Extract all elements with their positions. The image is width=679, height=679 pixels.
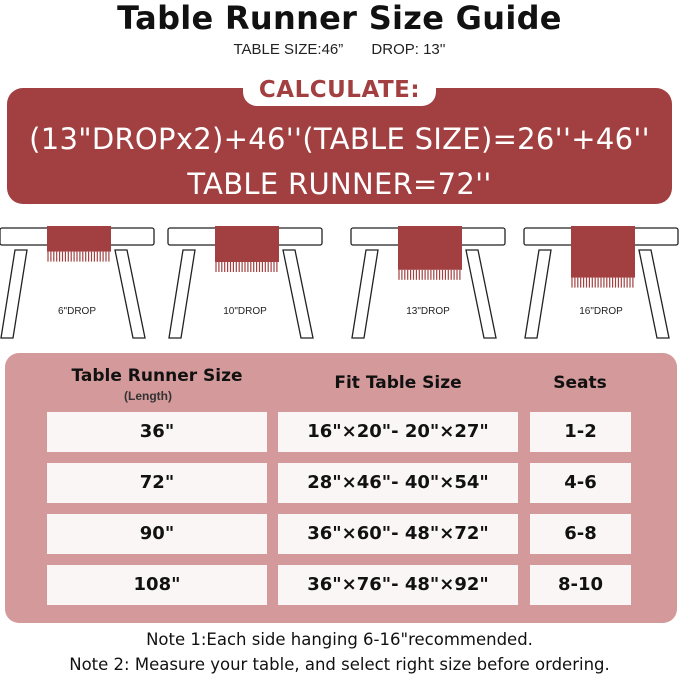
formula-line-2: TABLE RUNNER=72'' — [187, 167, 492, 201]
note-2: Note 2: Measure your table, and select right size before ordering. — [69, 655, 610, 674]
table-leg — [352, 250, 378, 338]
table-leg — [525, 250, 551, 338]
cell-seats: 4-6 — [530, 463, 631, 503]
runner — [398, 226, 462, 270]
drop-label: 10"DROP — [223, 306, 267, 317]
table-leg — [115, 250, 145, 338]
table-leg — [466, 250, 496, 338]
table-illustration — [165, 222, 325, 340]
header-fit-table-size: Fit Table Size — [334, 373, 462, 393]
cell-size: 108" — [47, 565, 267, 605]
cell-seats: 6-8 — [530, 514, 631, 554]
drop-label: 16"DROP — [579, 306, 623, 317]
cell-fit: 36"×60"- 48"×72" — [278, 514, 518, 554]
diagram-drop-13 — [348, 222, 508, 340]
subtitle — [0, 40, 679, 60]
cell-fit: 28"×46"- 40"×54" — [278, 463, 518, 503]
runner — [571, 226, 635, 278]
table-leg — [169, 250, 195, 338]
calculate-label: CALCULATE: — [243, 72, 436, 106]
table-illustration — [348, 222, 508, 340]
runner — [47, 226, 111, 252]
cell-size: 72" — [47, 463, 267, 503]
table-leg — [639, 250, 669, 338]
cell-size: 90" — [47, 514, 267, 554]
formula-line-1: (13"DROPx2)+46''(TABLE SIZE)=26''+46'' — [29, 122, 650, 156]
diagram-drop-6 — [0, 222, 157, 340]
table-illustration — [521, 222, 679, 340]
drop-label: 13"DROP — [406, 306, 450, 317]
diagram-drop-16 — [521, 222, 679, 340]
page-title: Table Runner Size Guide — [117, 0, 562, 37]
table-size-text: TABLE SIZE:46” — [233, 41, 344, 58]
header-length: (Length) — [124, 389, 172, 403]
table-leg — [1, 250, 27, 338]
table-leg — [283, 250, 313, 338]
cell-fit: 36"×76"- 48"×92" — [278, 565, 518, 605]
header-runner-size: Table Runner Size — [71, 366, 243, 386]
diagram-drop-10 — [165, 222, 325, 340]
cell-fit: 16"×20"- 20"×27" — [278, 412, 518, 452]
cell-seats: 8-10 — [530, 565, 631, 605]
table-illustration — [0, 222, 157, 340]
drop-label: 6"DROP — [57, 306, 96, 317]
cell-size: 36" — [47, 412, 267, 452]
note-1: Note 1:Each side hanging 6-16"recommended. — [146, 630, 533, 649]
runner — [215, 226, 279, 262]
drop-text: DROP: 13'' — [371, 41, 446, 58]
drop-diagrams — [0, 222, 679, 340]
cell-seats: 1-2 — [530, 412, 631, 452]
header-seats: Seats — [553, 373, 607, 393]
